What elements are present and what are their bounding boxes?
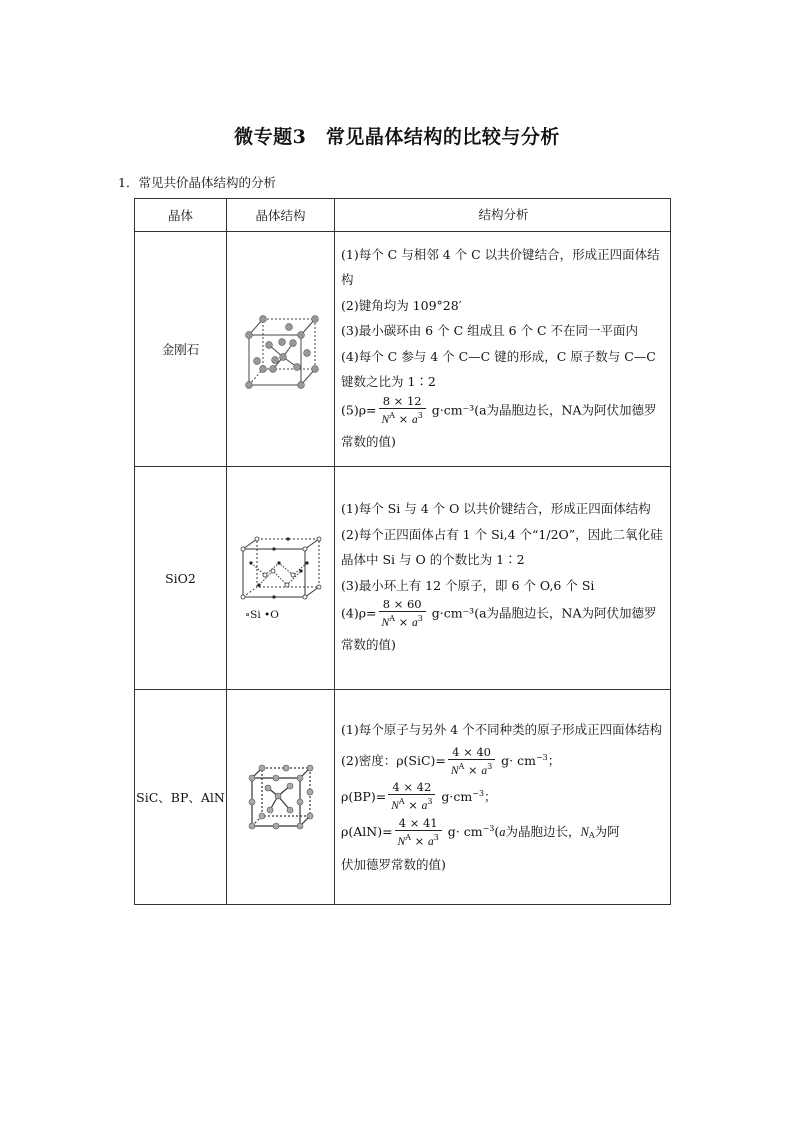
structure-image-cell <box>227 467 335 690</box>
header-analysis: 结构分析 <box>335 199 671 232</box>
analysis-line: (1)每个原子与另外 4 个不同种类的原子形成正四面体结构 <box>341 721 663 737</box>
crystal-name: 金刚石 <box>135 232 227 467</box>
header-structure: 晶体结构 <box>227 199 335 232</box>
structure-legend: ∘Si •O <box>245 609 279 621</box>
analysis-line: (2)每个正四面体占有 1 个 Si,4 个“1/2O”，因此二氧化硅晶体中 Si 与 O 的个数比为 1∶2 <box>341 526 663 567</box>
table-row <box>135 232 671 467</box>
page-title: 微专题3 常见晶体结构的比较与分析 <box>234 126 560 148</box>
crystal-name: SiC、BP、AlN <box>135 690 227 905</box>
density-formula: (5)ρ= $\frac{8 \times 12}{N^A \times a^3}$ g·cm⁻³(a为晶胞边长，NA为阿伏加德罗常数的值) <box>341 393 657 449</box>
analysis-line: (2)键角均为 109°28′ <box>341 297 462 313</box>
crystal-name: SiO2 <box>135 467 227 690</box>
density-formula: (4)ρ= $\frac{8 \times 60}{N^A \times a^3}$ g·cm⁻³(a为晶胞边长，NA为阿伏加德罗常数的值) <box>341 597 657 652</box>
analysis-line: (3)最小碳环由 6 个 C 组成且 6 个 C 不在同一平面内 <box>341 323 639 338</box>
analysis-line: (4)每个 C 参与 4 个 C—C 键的形成，C 原子数与 C—C 键数之比为 1∶2 <box>341 348 656 389</box>
structure-image-cell <box>227 690 335 905</box>
analysis-line: (3)最小环上有 12 个原子，即 6 个 O,6 个 Si <box>341 577 595 593</box>
header-crystal: 晶体 <box>135 199 227 232</box>
structure-image-cell <box>227 232 335 467</box>
table-row <box>135 467 671 690</box>
analysis-line: 伏加德罗常数的值) <box>341 857 446 872</box>
analysis-cell <box>335 690 671 905</box>
section-heading: 1．常见共价晶体结构的分析 <box>118 175 276 190</box>
table-header-row <box>135 199 671 232</box>
density-formula-bp: ρ(BP)= $\frac{4 \times 42}{N^A \times a^3}$ $g\cdot cm^{-3}$； <box>341 780 497 812</box>
analysis-cell <box>335 232 671 467</box>
density-formula-sic: (2)密度：ρ(SiC)= $\frac{4 \times 40}{N^A \times a^3}$ $g\cdot cm^{-3}$； <box>341 744 561 777</box>
table-row <box>135 690 671 905</box>
sic-structure-icon <box>248 764 314 830</box>
analysis-line: (1)每个 Si 与 4 个 O 以共价键结合，形成正四面体结构 <box>341 501 651 516</box>
analysis-line: (1)每个 C 与相邻 4 个 C 以共价键结合，形成正四面体结构 <box>341 246 660 287</box>
diamond-structure-icon <box>243 309 319 389</box>
density-formula-aln: ρ(AlN)= $\frac{4 \times 41}{N^A \times a^3}$ $g\cdot cm^{-3}(a$为晶胞边长，$N_A$为阿 <box>341 815 620 848</box>
sio2-structure-icon <box>239 535 323 611</box>
crystal-table <box>134 198 671 905</box>
analysis-cell <box>335 467 671 690</box>
